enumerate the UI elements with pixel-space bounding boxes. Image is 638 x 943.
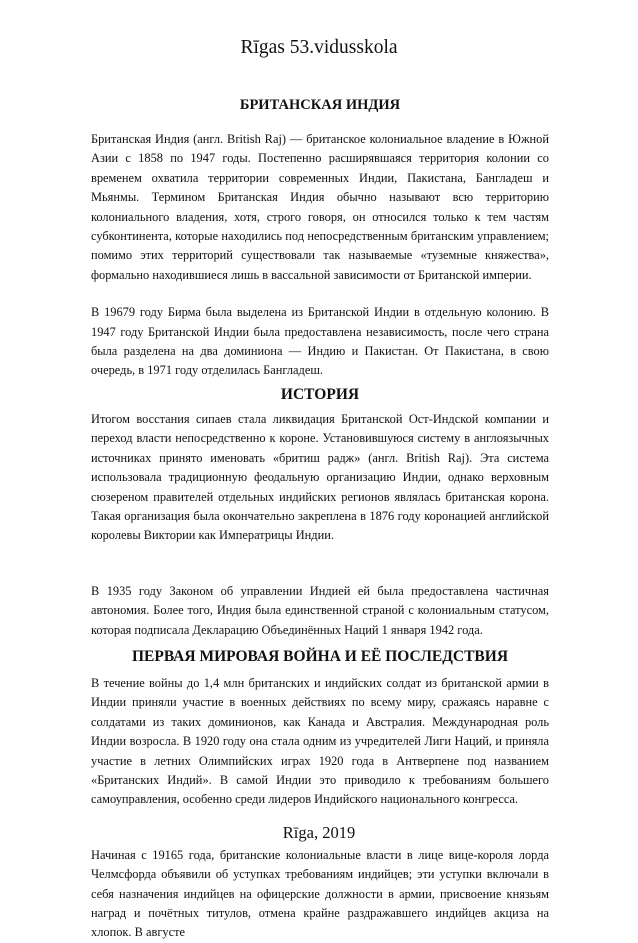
history-paragraph: Итогом восстания сипаев стала ликвидация Британской Ост-Индской компании и переход власти непосредственно к короне. Установившуюся систему в англоязычных источниках принято именовать «бритиш радж» (англ. British Raj). Эта система использовала традиционную феодальную организацию Индии, однако верховным сюзереном правителей отдельных индийских регионов являлась британская корона. Такая организация была окончательно закреплена в 1876 году коронацией английской королевы Виктории как Императрицы Индии. bbox=[91, 411, 549, 543]
intro-paragraph: В 19679 году Бирма была выделена из Британской Индии в отдельную колонию. В 1947 году Британской Индии была предоставлена независимость, после чего страна была разделена на два доминиона — Индию и Пакистан. От Пакистана, в свою очередь, в 1971 году отделилась Бангладеш. bbox=[91, 305, 549, 378]
school-header: Rīgas 53.vidusskola bbox=[240, 37, 398, 58]
ww1-paragraph: Начиная с 19165 года, британские колониальные власти в лице вице-короля лорда Челмсфорда объявили об уступках требованиям индийцев; эти уступки включали в себя назначения индийцев на офицерские должности в армии, присвоение князьям наград и почётных титулов, отмена крайне раздражавшего индийцев акциза на хлопок. В августе bbox=[91, 847, 549, 940]
footer-place-year: Rīga, 2019 bbox=[282, 823, 356, 842]
history-heading: ИСТОРИЯ bbox=[280, 385, 360, 403]
intro-paragraph: Британская Индия (англ. British Raj) — британское колониальное владение в Южной Азии с 1858 по 1947 годы. Постепенно расширявшаяся территория колонии со временем охватила территории современных Индии, Пакистана, Бангладеш и Мьянмы. Термином Британская Индия обычно называют всю территорию колониального владения, хотя, строго говоря, он относился только к тем частям субконтинента, которые находились под непосредственным британским управлением; помимо этих территорий существовали так называемые «туземные княжества», формально находившиеся лишь в вассальной зависимости от Британской империи. bbox=[91, 132, 549, 282]
document-body bbox=[91, 95, 549, 943]
document-title: БРИТАНСКАЯ ИНДИЯ bbox=[239, 97, 401, 113]
ww1-heading: ПЕРВАЯ МИРОВАЯ ВОЙНА И ЕЁ ПОСЛЕДСТВИЯ bbox=[131, 647, 509, 665]
ww1-paragraph: В течение войны до 1,4 млн британских и индийских солдат из британской армии в Индии приняли участие в военных действиях по всему миру, сражаясь наравне с солдатами из таких доминионов, как Канада и Австралия. Международная роль Индии возросла. В 1920 году она стала одним из учредителей Лиги Наций, и приняла участие в летних Олимпийских играх 1920 года в Антверпене под названием «Британских Индий». В самой Индии это приводило к требованиям большего самоуправления, особенно среди лидеров Индийского национального конгресса. bbox=[91, 675, 549, 807]
history-paragraph: В 1935 году Законом об управлении Индией ей была предоставлена частичная автономия. Более того, Индия была единственной страной с колониальным статусом, которая подписала Декларацию Объединённых Наций 1 января 1942 года. bbox=[91, 583, 549, 637]
